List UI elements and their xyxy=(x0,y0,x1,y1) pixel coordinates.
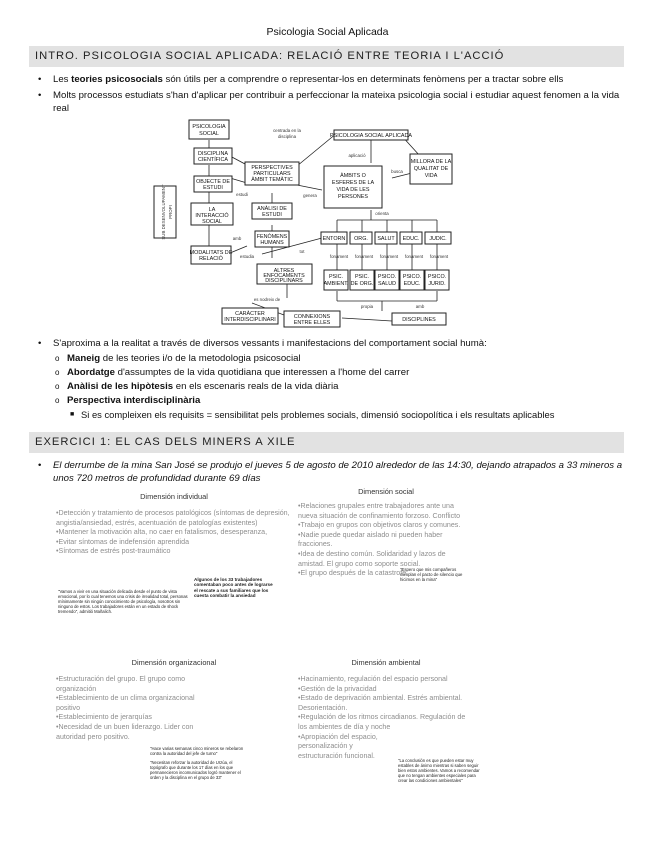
ambiental-item: •Gestión de la privacidad xyxy=(298,684,377,693)
org-item: •Establecimiento de un clima organizacional positivo xyxy=(56,694,195,712)
subsub-item-requisits: ■ Si es compleixen els requisits = sensibilitat pels problemes socials, dimensió sociopolítica i els resultats aplicables xyxy=(70,408,555,420)
panel-social xyxy=(298,487,474,579)
svg-text:LA: LA xyxy=(208,207,216,213)
page-header-title: Psicologia Social Aplicada xyxy=(266,26,389,38)
svg-text:DE ORG.: DE ORG. xyxy=(350,281,374,287)
svg-text:VIDA DE LES: VIDA DE LES xyxy=(336,187,370,193)
svg-text:JURID.: JURID. xyxy=(428,281,446,287)
svg-text:ESTUDI: ESTUDI xyxy=(203,185,223,191)
panel-individual xyxy=(56,492,292,557)
sub-item-abordatge: o Abordatge d'assumptes de la vida quotidiana que interessen a l'home del carrer xyxy=(55,366,410,378)
svg-text:AMBIENT.: AMBIENT. xyxy=(323,281,349,287)
svg-text:INTERACCIÓ: INTERACCIÓ xyxy=(195,213,229,219)
svg-text:genera: genera xyxy=(303,193,317,198)
individual-item: •Detección y tratamiento de procesos patológicos (síntomas de depresión, angistia/ansiedad, estrés, acentuación de patologías existentes) xyxy=(56,509,290,527)
svg-text:estudia: estudia xyxy=(239,254,255,259)
ambiental-item: •Apropiación del espacio, personalización y estructuración funcional. xyxy=(298,732,378,760)
panel-organizacional xyxy=(56,658,292,742)
svg-text:fonament: fonament xyxy=(404,254,424,259)
individual-item: •Mantener la motivación alta, no caer en fatalismos, desesperanza, xyxy=(56,528,268,537)
svg-text:SOCIAL: SOCIAL xyxy=(199,131,219,137)
svg-text:PSIC.: PSIC. xyxy=(328,274,344,280)
svg-text:ESTUDI: ESTUDI xyxy=(262,212,282,218)
svg-text:MILLORA DE LA: MILLORA DE LA xyxy=(410,159,452,165)
svg-text:disciplina: disciplina xyxy=(277,134,297,139)
intro-sublist xyxy=(29,352,629,408)
exercici-bullet: • El derrumbe de la mina San José se produjo el jueves 5 de agosto de 2010 alrededor de las 14:30, dejando atrapados a 33 mineros a unos 720 metros de profundidad durante 69 días xyxy=(38,460,623,484)
svg-text:PSICO.: PSICO. xyxy=(402,274,422,280)
concept-map-svg xyxy=(152,118,456,336)
intro-bullet-1: • Les teories psicosocials són útils per a comprendre o representar-los en determinats fenòmens per a tractar sobre ells xyxy=(38,74,564,85)
svg-text:CONNEXIONS: CONNEXIONS xyxy=(293,314,331,320)
ambiental-item: •Estado de deprivación ambiental. Estrés ambiental. Desorientación. xyxy=(298,694,463,712)
svg-text:SOCIAL: SOCIAL xyxy=(202,219,222,225)
panel-organizacional-title: Dimensión organizacional xyxy=(131,658,217,667)
org-item: •Establecimiento de jerarquías xyxy=(56,713,152,722)
ambiental-item: •Hacinamiento, regulación del espacio personal xyxy=(298,675,448,683)
concept-diagram xyxy=(152,118,456,336)
individual-item: •Síntomas de estrés post-traumático xyxy=(56,547,171,556)
svg-text:JUDIC.: JUDIC. xyxy=(429,236,447,242)
panel-individual-title: Dimensión individual xyxy=(140,492,208,501)
svg-text:ENTRE ELLES: ENTRE ELLES xyxy=(293,320,331,326)
svg-text:EDUC.: EDUC. xyxy=(403,281,421,287)
sub-item-analisi: o Anàlisi de les hipòtesis en els escenaris reals de la vida diària xyxy=(55,380,339,392)
social-item: •Relaciones grupales entre trabajadores ante una nueva situación de confinamiento forzoso. Conflicto xyxy=(298,502,461,520)
svg-text:amb: amb xyxy=(232,236,242,241)
sub-item-perspectiva: o Perspectiva interdisciplinària xyxy=(55,394,201,406)
panel-ambiental-title: Dimensión ambiental xyxy=(351,658,421,667)
svg-text:PSICO.: PSICO. xyxy=(427,274,447,280)
svg-text:ENTORN: ENTORN xyxy=(322,236,346,242)
svg-text:centrada en la: centrada en la xyxy=(273,128,301,133)
ambiental-quote: "La conclusión es que pueden estar muy estables de ánimo mientras si saben seguir bien estos ambientes. Vamos a recomendar que no tengan ambientes especiales para crear las condiciones ambientales" xyxy=(398,758,480,783)
svg-text:PERSPECTIVES: PERSPECTIVES xyxy=(251,165,293,171)
svg-text:fonament: fonament xyxy=(329,254,349,259)
svg-text:ÀMBIT TEMÀTIC: ÀMBIT TEMÀTIC xyxy=(251,177,293,183)
svg-text:tot: tot xyxy=(299,249,305,254)
svg-text:propia: propia xyxy=(360,304,374,309)
svg-text:EDUC.: EDUC. xyxy=(402,236,420,242)
org-item: •Necesidad de un buen liderazgo. Lider con autoridad pero positivo. xyxy=(56,722,194,741)
svg-text:MODALITATS DE: MODALITATS DE xyxy=(189,250,233,256)
svg-text:ÀMBITS O: ÀMBITS O xyxy=(340,173,366,179)
svg-text:fonament: fonament xyxy=(429,254,449,259)
svg-text:RELACIÓ: RELACIÓ xyxy=(199,256,223,262)
svg-text:es nodreix de: es nodreix de xyxy=(253,297,281,302)
social-item: •Trabajo en grupos con objetivos claros y comunes. xyxy=(298,521,461,530)
intro-subsublist xyxy=(29,408,629,421)
svg-text:CARÀCTER: CARÀCTER xyxy=(235,311,265,317)
org-item: •Estructuración del grupo. El grupo como organización xyxy=(56,675,186,693)
social-quote: "Espero que mis compañeros cumplan el pacto de silencio que hicimos en la mina" xyxy=(400,567,463,582)
svg-text:INTERDISCIPLINARI: INTERDISCIPLINARI xyxy=(224,317,276,323)
svg-text:HUMANS: HUMANS xyxy=(260,240,284,246)
svg-text:OBJECTE DE: OBJECTE DE xyxy=(196,179,230,185)
label-psico-aplicada: PSICOLOGIA SOCIAL APLICADA xyxy=(330,133,412,139)
ambiental-item: •Regulación de los ritmos circadianos. Regulación de los ambientes de día y noche xyxy=(298,713,466,731)
panel-social-title: Dimensión social xyxy=(358,487,414,496)
intro-bullets xyxy=(29,74,625,115)
panel-organizacional-items xyxy=(56,675,216,742)
svg-text:DISCIPLINES: DISCIPLINES xyxy=(402,317,436,323)
svg-text:SALUT: SALUT xyxy=(377,236,395,242)
intro-bullet-2: • Molts processos estudiats s'han d'aplicar per contribuir a perfeccionar la mateixa psicologia social i estudiar aquest fenomen a la vida real xyxy=(38,89,620,114)
svg-text:estudi: estudi xyxy=(236,192,248,197)
svg-text:ESFERES DE LA: ESFERES DE LA xyxy=(331,180,375,186)
section-intro-heading: INTRO. PSICOLOGIA SOCIAL APLICADA: RELACIÓ ENTRE TEORIA I L'ACCIÓ xyxy=(29,46,624,67)
section-exercici-heading: EXERCICI 1: EL CAS DELS MINERS A XILE xyxy=(29,432,624,453)
svg-text:aplicació: aplicació xyxy=(348,153,366,158)
svg-text:fonament: fonament xyxy=(354,254,374,259)
svg-text:VIDA: VIDA xyxy=(424,173,438,179)
svg-text:CIENTÍFICA: CIENTÍFICA xyxy=(198,157,228,163)
svg-text:ALTRES: ALTRES xyxy=(273,268,295,274)
svg-text:PSIC.: PSIC. xyxy=(354,274,370,280)
teories-bold: teories psicosocials xyxy=(71,74,163,85)
svg-text:ORG.: ORG. xyxy=(354,236,368,242)
exercici-bullet-block xyxy=(29,460,625,486)
panel-ambiental-items xyxy=(298,675,474,761)
social-item: •Idea de destino común. Solidaridad y lazos de amistad. El grupo como soporte social. xyxy=(298,549,446,568)
individual-bold-quote: Algunos de los 33 trabajadores comentaban poco antes de lograrse el rescate a sus familiares que los cuesta combatir la ansiedad xyxy=(194,577,273,599)
svg-text:busca: busca xyxy=(391,169,403,174)
sub-item-maneig: o Maneig de les teories i/o de la metodologia psicosocial xyxy=(55,352,301,364)
org-quote-1: "Hace varias semanas cinco mineros se rebelaron contra la autoridad del jefe de turno" xyxy=(150,746,244,756)
label-psicologia-social: PSICOLOGIA xyxy=(192,124,226,130)
intro-bullet-3-block xyxy=(29,338,629,421)
svg-text:ENFOCAMENTS: ENFOCAMENTS xyxy=(263,273,305,279)
svg-text:PERSONES: PERSONES xyxy=(338,194,368,200)
individual-quote: "Vamos a vivir en una situación delicada desde el punto de vista emocional, por lo cual tenemos una crisis de irrealidad total, personas mínimamente sin ningún conocimiento de psicología, nosotros sin ninguno de estos. Los trabajadores están en un estado de shock tremendo", admitió Mañalich. xyxy=(58,589,188,614)
svg-text:amb: amb xyxy=(415,304,425,309)
svg-text:PROPI: PROPI xyxy=(168,205,173,219)
svg-text:ANÀLISI DE: ANÀLISI DE xyxy=(257,206,287,212)
svg-text:SUB DESENVOLUPAMENT: SUB DESENVOLUPAMENT xyxy=(161,184,166,240)
panel-individual-items xyxy=(56,509,292,557)
intro-bullet-3: • S'aproxima a la realitat a través de diversos vessants i manifestacions del comportament social humà: xyxy=(38,338,487,349)
org-quote-2: "Necesitan reforzar la autoridad de Urzúa, el topógrafo que durante los 17 días en los que permanecieron incomunicados logró mantener el orden y la disciplina en el grupo de 33" xyxy=(150,760,241,780)
svg-text:FENÒMENS: FENÒMENS xyxy=(256,234,288,240)
svg-text:PARTICULARS: PARTICULARS xyxy=(253,171,291,177)
svg-text:orienta: orienta xyxy=(375,211,389,216)
svg-text:PSICO.: PSICO. xyxy=(377,274,397,280)
individual-item: •Evitar síntomas de indefensión aprendida xyxy=(56,537,190,546)
svg-text:QUALITAT DE: QUALITAT DE xyxy=(413,166,449,172)
social-item: •Nadie puede quedar aislado ni pueden haber fracciones. xyxy=(298,530,443,549)
svg-text:fonament: fonament xyxy=(379,254,399,259)
social-item: •El grupo después de la catastrofe xyxy=(298,569,407,578)
panel-ambiental xyxy=(298,658,474,761)
svg-text:SALUD: SALUD xyxy=(378,281,396,287)
svg-text:DISCIPLINARS: DISCIPLINARS xyxy=(265,278,303,284)
svg-text:DISCIPLINA: DISCIPLINA xyxy=(198,151,228,157)
